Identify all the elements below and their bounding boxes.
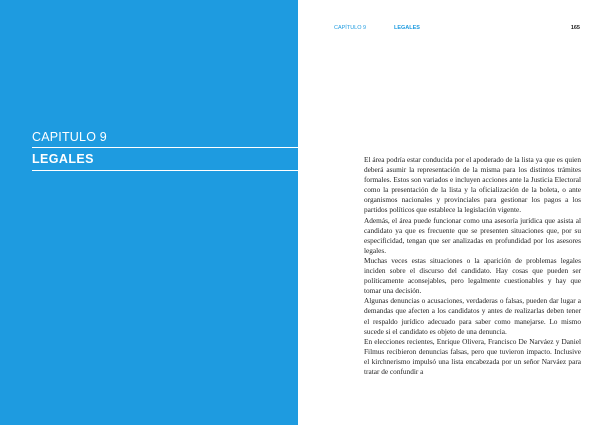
running-head-chapter: CAPÍTULO 9 xyxy=(334,25,367,31)
chapter-label: CAPITULO 9 xyxy=(32,130,107,144)
chapter-title: LEGALES xyxy=(32,152,94,166)
paragraph: El área podría estar conducida por el apoderado de la lista ya que es quien deberá asumir la representación de la misma para los distintos trámites formales. Estos son variados e incluyen acciones ante la Justicia Electoral como la presentación de la lista y la oficialización de la boleta, o ante organismos nacionales y provinciales para gestionar los pagos a los partidos políticos que establece la legislación vigente. xyxy=(364,155,581,215)
body-text xyxy=(364,155,581,377)
paragraph: En elecciones recientes, Enrique Olivera, Francisco De Narváez y Daniel Filmus recibieron denuncias falsas, pero que tuvieron impacto. Inclusive el kirchnerismo impulsó una lista encabezada por un señor Narváez para tratar de confundir a xyxy=(364,336,581,376)
paragraph: Muchas veces estas situaciones o la aparición de problemas legales inciden sobre el discurso del candidato. Hay cosas que pueden ser políticamente aconsejables, pero legalmente cuestionables y hay que tomar una decisión. xyxy=(364,255,581,296)
paragraph: Además, el área puede funcionar como una asesoría jurídica que asista al candidato ya que es frecuente que se presenten situaciones que, por su especificidad, tengan que ser analizadas en profundidad por los asesores legales. xyxy=(364,215,581,255)
left-page-panel xyxy=(0,0,298,425)
chapter-divider xyxy=(32,147,298,148)
chapter-divider-bottom xyxy=(32,170,298,171)
running-head xyxy=(334,25,580,33)
right-page xyxy=(298,0,600,425)
page-number: 165 xyxy=(570,25,580,31)
paragraph: Algunas denuncias o acusaciones, verdaderas o falsas, pueden dar lugar a demandas que afecten a los candidatos y antes de realizarlas deben tener el respaldo jurídico adecuado para saber como manejarse. Lo mismo sucede si el candidato es objeto de una denuncia. xyxy=(364,296,581,336)
chapter-heading xyxy=(32,130,298,171)
running-head-title: LEGALES xyxy=(394,25,420,31)
